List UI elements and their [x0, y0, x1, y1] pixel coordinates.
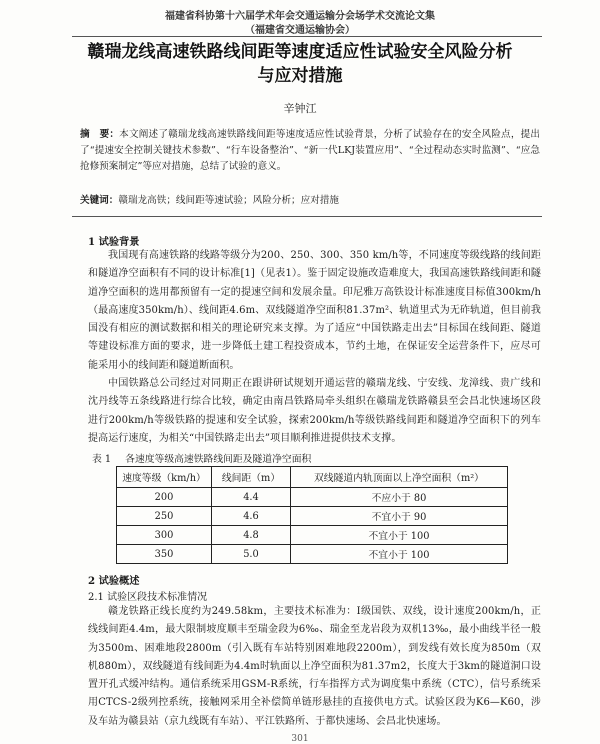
table1-caption — [92, 451, 311, 465]
section1-paragraph1: 我国现有高速铁路的线路等级分为200、250、300、350 km/h等，不同速度等级线路的线间距和隧道净空面积有不同的设计标准[1]（见表1）。鉴于固定设施改造难度大，我国高速铁路线间距和隧道净空面积的选用都预留有一定的提速空间和发展余量。印尼雅万高铁设计标准速度目标值300km/h（最高速度350km/h）、线间距4.6m、双线隧道净空面积81.37m²、轨道里式为无砟轨道，但目前我国没有相应的测试数据和相关的理论研究来支撑。为了适应“中国铁路走出去”目标国在线间距、隧道等建设标准方面的要求，进一步降低土建工程投资成本，节约土地，在保证安全运营条件下，应尽可能采用小的线间距和隧道断面积。 — [88, 250, 541, 371]
paper-title — [60, 40, 540, 88]
table-row — [117, 526, 508, 545]
table-row — [117, 545, 508, 564]
abstract — [80, 127, 540, 175]
table-cell: 不宜小于 90 — [291, 507, 508, 526]
keywords-label: 关键词： — [80, 195, 119, 206]
abstract-label: 摘 要： — [80, 129, 120, 140]
abstract-rule — [72, 216, 542, 217]
running-head-line1: 福建省科协第十六届学术年会交通运输分会场学术交流论文集 — [165, 11, 435, 22]
table-cell: 300 — [117, 526, 212, 545]
table-cell: 4.6 — [212, 507, 291, 526]
table-cell: 4.8 — [212, 526, 291, 545]
table-cell: 不宜小于 100 — [291, 526, 508, 545]
running-head — [0, 10, 600, 38]
table-cell: 200 — [117, 488, 212, 507]
title-line1: 赣瑞龙线高速铁路线间距等速度适应性试验安全风险分析 — [87, 42, 513, 62]
header-rule — [72, 36, 542, 37]
title-line2: 与应对措施 — [257, 66, 343, 86]
table-row — [117, 507, 508, 526]
table-row — [117, 488, 508, 507]
keywords — [80, 193, 540, 209]
keywords-text: 赣瑞龙高铁；线间距等速试验；风险分析；应对措施 — [118, 195, 340, 206]
table1 — [116, 466, 508, 564]
table-header-area: 双线隧道内轨顶面以上净空面积（m²） — [291, 467, 508, 488]
page-number: 301 — [291, 734, 309, 744]
table-cell: 250 — [117, 507, 212, 526]
section2-subheading: 2.1 试验区段技术标准情况 — [88, 592, 208, 603]
abstract-text: 本文阐述了赣瑞龙线高速铁路线间距等速度适应性试验背景，分析了试验存在的安全风险点，提出了“提速安全控制关键技术参数”、“行车设备整治”、“新一代LKJ装置应用”、“全过程动态实时监测”、“应急抢修预案制定”等应对措施，总结了试验的意义。 — [80, 129, 541, 172]
table-cell: 不应小于 80 — [291, 488, 508, 507]
section2-heading: 2 试验概述 — [88, 575, 140, 587]
table-header-speed: 速度等级（km/h） — [117, 467, 212, 488]
table-cell: 350 — [117, 545, 212, 564]
section2-paragraph1: 赣龙铁路正线长度约为249.58km，主要技术标准为：I级国铁、双线，设计速度200km/h，正线线间距4.4m，最大限制坡度顺丰至瑞金段为6‰、瑞金至龙岩段为双机13‰，最小曲线半径一般为3500m、困难地段2800m（引入既有车站特别困难地段2200m），到发线有效长度为850m（双机880m），双线隧道有线间距为4.4m时轨面以上净空面积为81.37m2，长度大于3km的隧道洞口设置开孔式缓冲结构。通信系统采用GSM-R系统，行车指挥方式为调度集中系统（CTC），信号系统采用CTCS-2级列控系统，接触网采用全补偿简单链形悬挂的直接供电方式。试验区段为K6—K60，涉及车站为赣县站（京九线既有车站）、平江铁路所、于都快速场、会昌北快速场。 — [88, 606, 541, 727]
section1-heading: 1 试验背景 — [88, 236, 140, 248]
table-header-spacing: 线间距（m） — [212, 467, 291, 488]
section1-paragraph2: 中国铁路总公司经过对同期正在跟讲研试规划开通运营的赣瑞龙线、宁安线、龙漳线、贵广线和沈丹线等五条线路进行综合比较，确定由南昌铁路局牵头组织在赣瑞龙铁路赣县至会昌北快速场区段进行200km/h等级铁路的提速和安全试验，探索200km/h等级铁路线间距和隧道净空面积下的列车提高运行速度，为相关“中国铁路走出去”项目顺利推进提供技术支撑。 — [88, 378, 541, 444]
table1-number: 表 1 — [92, 454, 112, 465]
table-cell: 不宜小于 100 — [291, 545, 508, 564]
table-cell: 5.0 — [212, 545, 291, 564]
table-header-row — [117, 467, 508, 488]
author-name: 辛钟江 — [283, 102, 317, 115]
table1-caption-text: 各速度等级高速铁路线间距及隧道净空面积 — [125, 454, 312, 465]
running-head-line2: （福建省交通运输协会） — [245, 25, 355, 36]
table-cell: 4.4 — [212, 488, 291, 507]
